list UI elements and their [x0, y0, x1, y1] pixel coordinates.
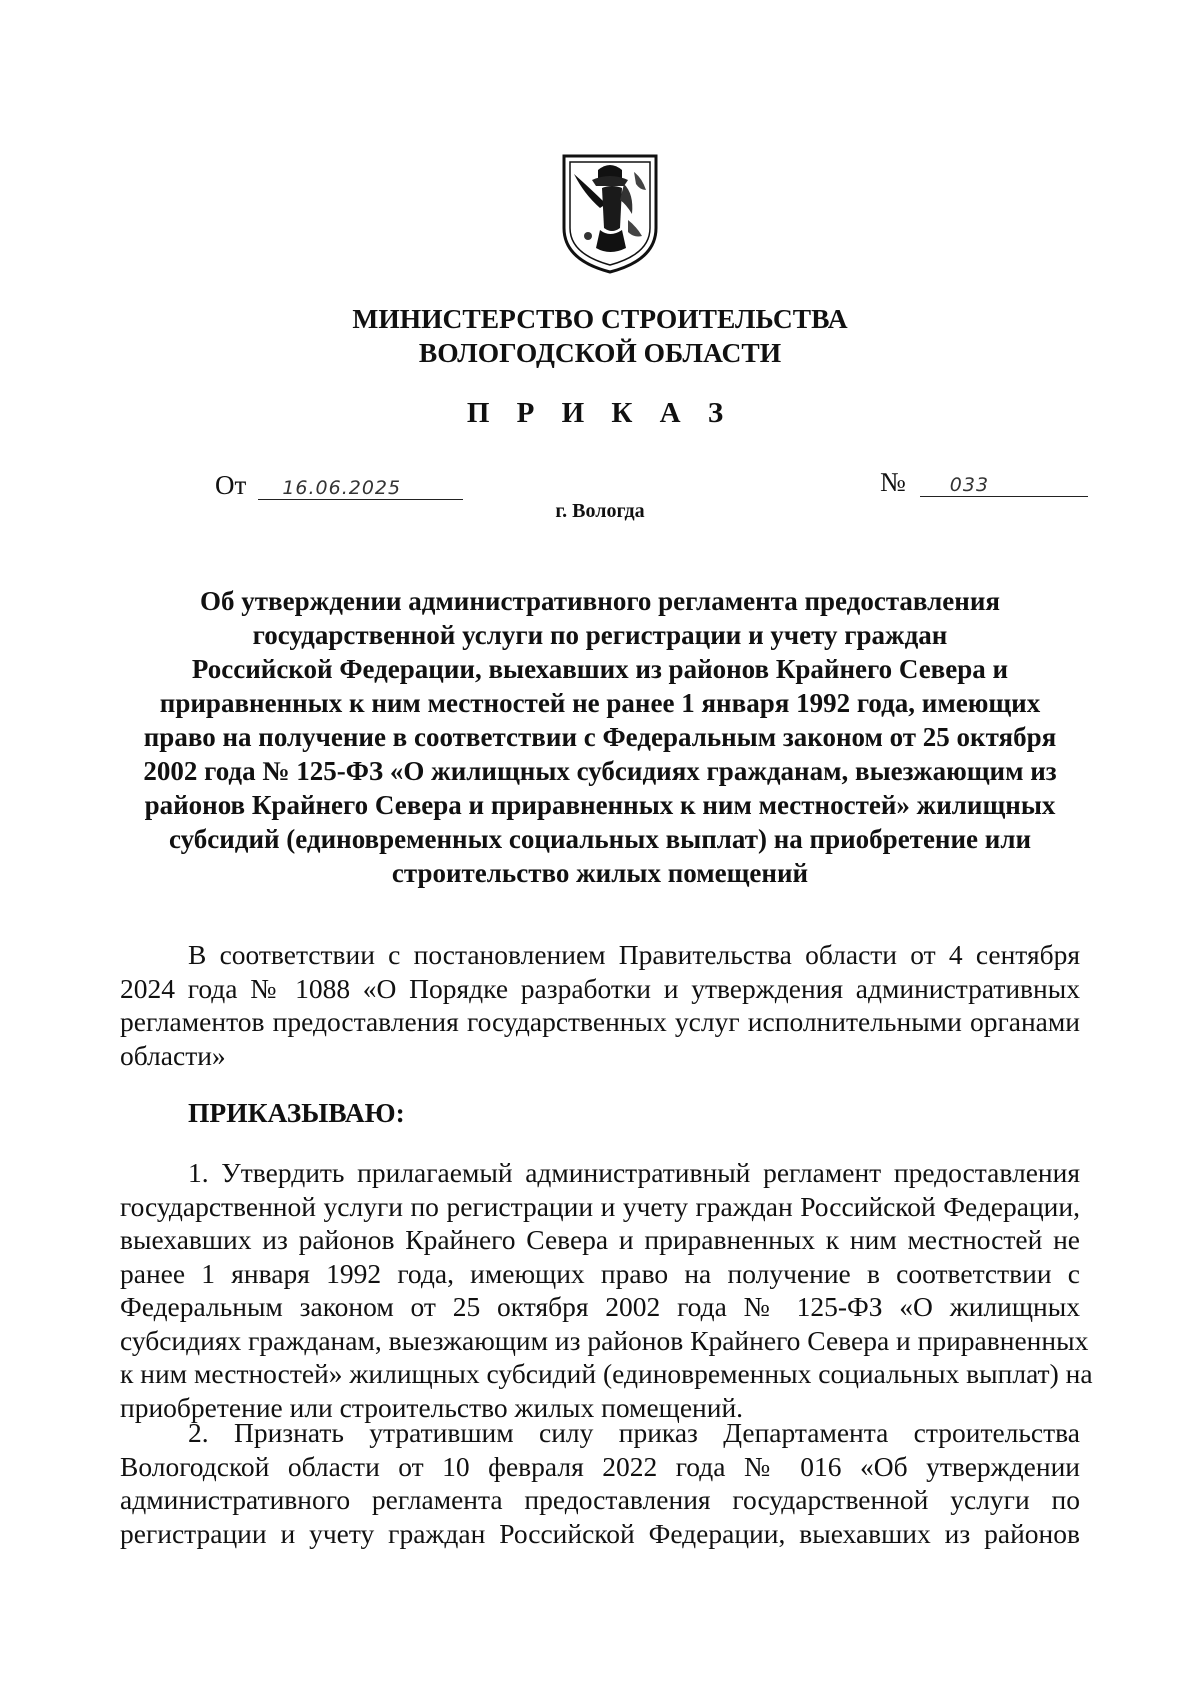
paragraph-line: регистрации и учету граждан Российской Федерации, выехавших из районов	[120, 1517, 1080, 1549]
subject-line: районов Крайнего Севера и приравненных к ним местностей» жилищных	[144, 790, 1056, 820]
ministry-name-line: ВОЛОГОДСКОЙ ОБЛАСТИ	[418, 337, 782, 368]
subject-line: приравненных к ним местностей не ранее 1 января 1992 года, имеющих	[159, 688, 1041, 718]
subject-line: субсидий (единовременных социальных выплат) на приобретение или	[168, 824, 1032, 854]
paragraph-line: Федеральным законом от 25 октября 2002 года № 125-ФЗ «О жилищных	[120, 1291, 1080, 1322]
subject-line: право на получение в соответствии с Федеральным законом от 25 октября	[143, 722, 1057, 752]
paragraph-line: В соответствии с постановлением Правительства области от 4 сентября	[188, 939, 1080, 970]
order-word: ПРИКАЗЫВАЮ:	[188, 1097, 405, 1128]
vologda-coat-of-arms-icon	[558, 150, 662, 276]
basis-paragraph	[120, 938, 1080, 1072]
paragraph-line: 2024 года № 1088 «О Порядке разработки и утверждения административных	[120, 972, 1080, 1004]
subject-line: 2002 года № 125-ФЗ «О жилищных субсидиях гражданам, выезжающим из	[143, 756, 1057, 786]
order-item-1	[120, 1156, 1093, 1424]
subject-line: строительство жилых помещений	[391, 858, 809, 888]
number-value: 033	[920, 474, 1088, 497]
paragraph-line: субсидиях гражданам, выезжающим из районов Крайнего Севера и приравненных	[120, 1324, 1089, 1356]
order-subject	[120, 584, 1080, 890]
paragraph-line: области»	[120, 1039, 226, 1071]
date-label: От	[215, 470, 247, 500]
city-name: г. Вологда	[555, 500, 645, 522]
paragraph-line: выехавших из районов Крайнего Севера и приравненных к ним местностей не	[120, 1224, 1080, 1255]
paragraph-line: административного регламента предоставления государственной услуги по	[120, 1484, 1080, 1515]
paragraph-line: ранее 1 января 1992 года, имеющих право на получение в соответствии с	[120, 1257, 1080, 1289]
subject-line: государственной услуги по регистрации и учету граждан	[252, 620, 948, 650]
date-value: 16.06.2025	[258, 477, 463, 500]
ministry-name	[0, 302, 1200, 370]
paragraph-line: 1. Утвердить прилагаемый административный регламент предоставления	[188, 1157, 1080, 1188]
subject-line: Об утверждении административного регламента предоставления	[200, 586, 1000, 616]
document-type-title: П Р И К А З	[466, 397, 734, 429]
subject-line: Российской Федерации, выехавших из районов Крайнего Севера и	[191, 654, 1009, 684]
date-row	[215, 470, 463, 501]
paragraph-line: к ним местностей» жилищных субсидий (единовременных социальных выплат) на	[120, 1358, 1093, 1389]
order-item-2	[120, 1416, 1080, 1550]
paragraph-line: 2. Признать утратившим силу приказ Департамента строительства	[188, 1417, 1080, 1448]
number-label: №	[880, 467, 906, 497]
ministry-name-line: МИНИСТЕРСТВО СТРОИТЕЛЬСТВА	[352, 303, 848, 334]
paragraph-line: регламентов предоставления государственных услуг исполнительными органами	[120, 1006, 1080, 1037]
number-row	[880, 467, 1088, 498]
paragraph-line: приобретение или строительство жилых помещений.	[120, 1391, 744, 1423]
paragraph-line: государственной услуги по регистрации и учету граждан Российской Федерации,	[120, 1190, 1080, 1222]
paragraph-line: Вологодской области от 10 февраля 2022 года № 016 «Об утверждении	[120, 1450, 1080, 1482]
